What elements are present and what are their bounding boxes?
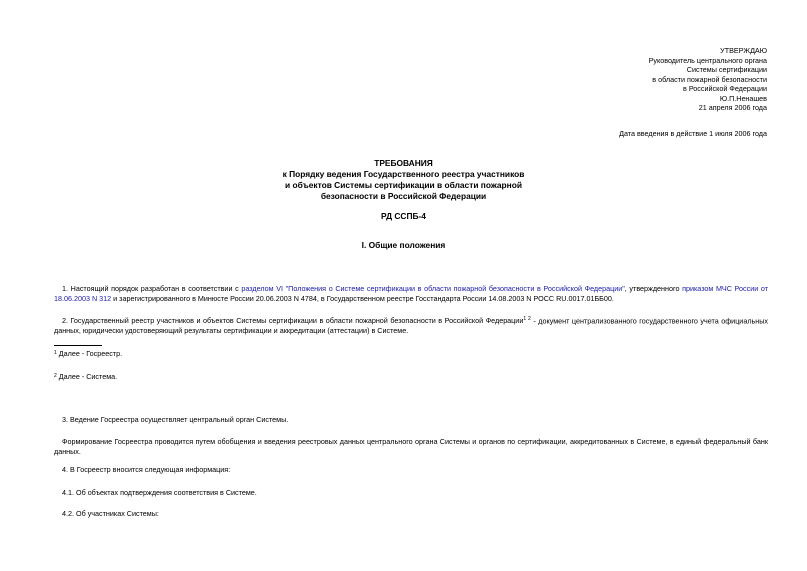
paragraph-2 [54, 315, 768, 335]
paragraph-6 [54, 488, 768, 498]
paragraph-3 [54, 415, 768, 425]
approval-block [649, 46, 767, 113]
approval-line: в области пожарной безопасности [652, 74, 767, 84]
title-line: к Порядку ведения Государственного реестра участников [282, 169, 525, 179]
paragraph-1-text-a: 1. Настоящий порядок разработан в соответствии с [62, 284, 242, 293]
paragraph-7 [54, 509, 768, 519]
approval-line: Системы сертификации [686, 65, 767, 74]
paragraph-1 [54, 284, 768, 303]
effective-date: Дата введения в действие 1 июля 2006 года [619, 129, 767, 138]
footnote-text: Далее - Госреестр. [58, 349, 123, 358]
footnote-divider [54, 345, 102, 346]
approval-line: в Российской Федерации [683, 84, 767, 93]
paragraph-3-text: 3. Ведение Госреестра осуществляет центральный орган Системы. [62, 415, 289, 424]
order-link[interactable]: приказом МЧС России от 18.06.2003 N 312 [54, 284, 769, 303]
title-line: безопасности в Российской Федерации [320, 191, 487, 201]
footnote-text: Далее - Система. [58, 372, 118, 381]
regulation-link[interactable]: разделом VI "Положения о Системе сертификации в области пожарной безопасности в Российской Федерации" [241, 284, 625, 293]
title-line: ТРЕБОВАНИЯ [374, 158, 433, 168]
approval-line: Руководитель центрального органа [648, 55, 767, 65]
footnote [54, 349, 122, 359]
approval-line: 21 апреля 2006 года [698, 103, 767, 112]
paragraph-4-text: Формирование Госреестра проводится путем обобщения и введения реестровых данных центрального органа Системы и органов по сертификации, аккредитованных в Системе, в единый федеральный банк данных. [54, 437, 768, 456]
footnote [54, 372, 117, 382]
paragraph-5 [54, 465, 768, 475]
paragraph-1-text-c: и зарегистрированного в Минюсте России 20.06.2003 N 4784, в Государственном реестре Госстандарта России 14.08.2003 N РОСС RU.0017.01ББ00. [111, 293, 614, 303]
paragraph-6-text: 4.1. Об объектах подтверждения соответствия в Системе. [62, 488, 257, 497]
footnote-marks: 1 2 [523, 316, 531, 322]
paragraph-4 [54, 437, 768, 456]
paragraph-1-text-b: , утвержденного [624, 284, 683, 293]
title-line: и объектов Системы сертификации в области пожарной [284, 180, 522, 190]
document-code: РД ССПБ-4 [381, 211, 426, 221]
paragraph-7-text: 4.2. Об участниках Системы: [62, 509, 159, 518]
paragraph-2-text: 2. Государственный реестр участников и объектов Системы сертификации в области пожарной безопасности в Российской Федерации [62, 316, 524, 326]
paragraph-5-text: 4. В Госреестр вносится следующая информация: [62, 465, 231, 474]
section-heading: I. Общие положения [361, 240, 446, 250]
footnote-mark: 2 [54, 373, 57, 379]
approval-line: Ю.П.Ненашев [719, 93, 767, 103]
document-title [0, 158, 807, 202]
approval-line: УТВЕРЖДАЮ [720, 46, 767, 55]
paragraph-2-rest: - документ централизованного государственного учета официальных данных, юридически удостоверяющий результаты сертификации и аккредитации (аттестации) в Системе. [54, 316, 768, 335]
footnote-mark: 1 [54, 350, 57, 356]
